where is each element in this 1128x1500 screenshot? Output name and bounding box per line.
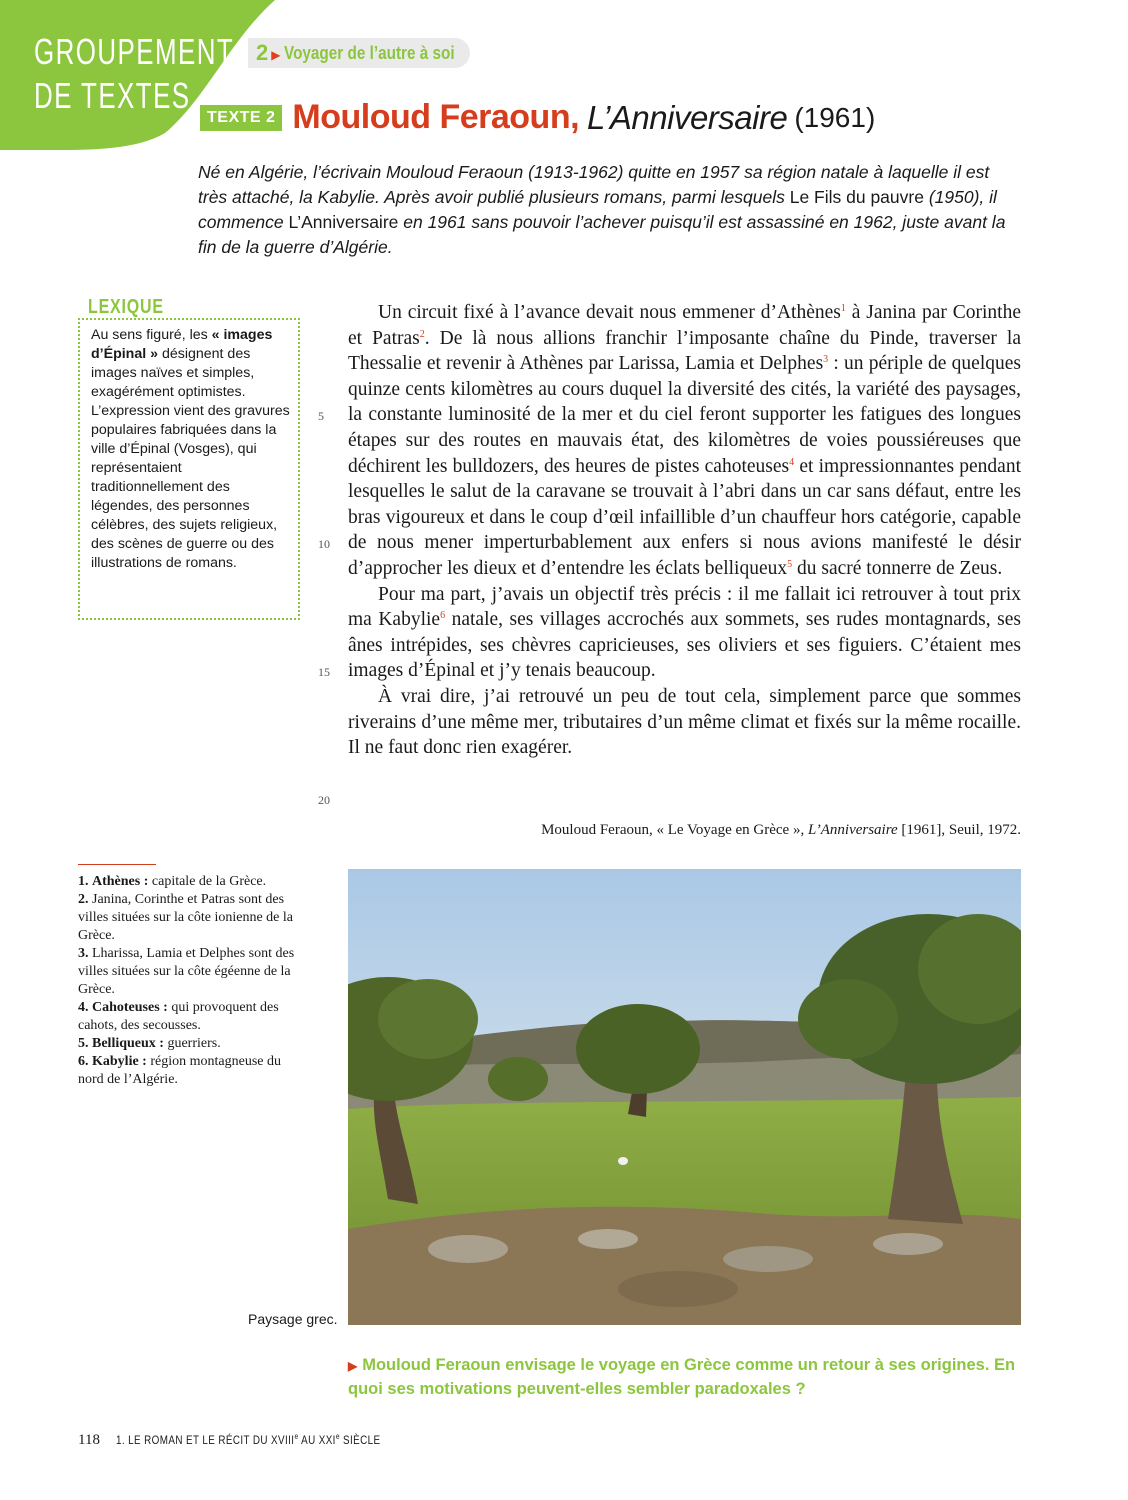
intro-paragraph: Né en Algérie, l’écrivain Mouloud Feraoun (1913-1962) quitte en 1957 sa région natale à laquelle il est très attaché, la Kabylie. Après avoir publié plusieurs romans, parmi lesquels Le Fils du pauvre (1950), il commence L’Anniversaire en 1961 sans pouvoir l’achever puisqu’il est assassiné en 1962, juste avant la fin de la guerre d’Algérie. <box>198 162 1006 257</box>
footnotes <box>78 873 303 1089</box>
arrow-right-icon: ▶ <box>348 1359 358 1373</box>
footnote: 6. Kabylie : région montagneuse du nord de l’Algérie. <box>78 1054 281 1087</box>
photo-caption: Paysage grec. <box>248 1311 338 1327</box>
text-badge: TEXTE 2 <box>200 105 282 131</box>
footnote: 5. Belliqueux : guerriers. <box>78 1036 221 1051</box>
main-text <box>348 300 1021 761</box>
study-question: ▶ Mouloud Feraoun envisage le voyage en Grèce comme un retour à ses origines. En quoi ses motivations peuvent-elles sembler paradoxales ? <box>348 1356 1016 1398</box>
title-author: Mouloud Feraoun, <box>292 98 580 136</box>
page-footer <box>78 1432 439 1449</box>
text-title <box>200 98 875 137</box>
page-number: 118 <box>78 1432 100 1448</box>
line-number: 20 <box>318 793 330 807</box>
footnote: 1. Athènes : capitale de la Grèce. <box>78 874 267 889</box>
line-number: 5 <box>318 409 324 423</box>
line-number: 15 <box>318 665 330 679</box>
paragraph-2: Pour ma part, j’avais un objectif très précis : il me fallait ici retrouver à tout prix ma Kabylie$^6$ natale, ses villages accrochés aux sommets, ses rudes montagnards, ses ânes intrépides, ses chèvres capricieuses, ses oliviers et ses figuiers. C’étaient mes images d’Épinal et j’y tenais beaucoup. <box>348 583 1021 682</box>
paragraph-3: À vrai dire, j’ai retrouvé un peu de tout cela, simplement parce que sommes riverains d’une même mer, tributaires d’un même climat et fixés sur la même rocaille. Il ne faut donc rien exagérer. <box>348 685 1021 759</box>
footnote: 4. Cahoteuses : qui provoquent des cahots, des secousses. <box>78 1000 279 1033</box>
footnote: 3. Lharissa, Lamia et Delphes sont des villes situées sur la côte égéenne de la Grèce. <box>78 946 295 997</box>
chapter-number: 2 <box>256 40 269 65</box>
section-title: GROUPEMENT DE TEXTES <box>34 31 235 116</box>
paragraph-1: Un circuit fixé à l’avance devait nous emmener d’Athènes$^1$ à Janina par Corinthe et Patras$^2$. De là nous allions franchir l’imposante chaîne du Pinde, traverser la Thessalie et revenir à Athènes par Larissa, Lamia et Delphes$^3$ : un périple de quelques quinze cents kilomètres au cours duquel la diversité des cités, la variété des paysages, la constante luminosité de la mer et du ciel feront supporter les fatigues des longues étapes sur des routes en mauvais état, des kilomètres de voies poussiéreuses que déchirent les bulldozers, des heures de pistes cahoteuses$^4$ et impressionnantes pendant lesquelles le salut de la caravane se trouvait à l’abri dans un car sans défaut, entre les bras vigoureux et dans le coup d’œil infaillible d’un chauffeur hors catégorie, capable de nous mener imperturbablement aux enfers si nous avions manifesté le désir d’approcher les dieux et d’entendre les éclats belliqueux$^5$ du sacré tonnerre de Zeus. <box>348 302 1021 579</box>
chapter-label: Voyager de l’autre à soi <box>284 42 456 63</box>
footnote: 2. Janina, Corinthe et Patras sont des villes situées sur la côte ionienne de la Grèce. <box>78 892 293 943</box>
footnote-rule <box>78 864 156 865</box>
lexique-box: Au sens figuré, les « images d’Épinal » désignent des images naïves et simples, exagérément optimistes. L’expression vient des gravures populaires fabriquées dans la ville d’Épinal (Vosges), qui représentaient traditionnellement des légendes, des personnes célèbres, des sujets religieux, des scènes de guerre ou des illustrations de romans. <box>78 318 300 620</box>
arrow-right-icon: ▶ <box>271 47 281 62</box>
lexique-term: « images d’Épinal » <box>91 327 273 362</box>
chapter-pill <box>248 38 470 68</box>
title-work: L’Anniversaire <box>587 98 788 136</box>
running-head: 1. LE ROMAN ET LE RÉCIT DU XVIIIe AU XXIe SIÈCLE <box>115 1432 381 1447</box>
olive-grove-illustration <box>348 869 1021 1325</box>
lexique-heading: LEXIQUE <box>88 296 164 318</box>
landscape-photo <box>348 869 1021 1325</box>
title-year: (1961) <box>794 101 876 133</box>
source-reference: Mouloud Feraoun, « Le Voyage en Grèce », L’Anniversaire [1961], Seuil, 1972. <box>541 822 1021 838</box>
line-number: 10 <box>318 537 330 551</box>
